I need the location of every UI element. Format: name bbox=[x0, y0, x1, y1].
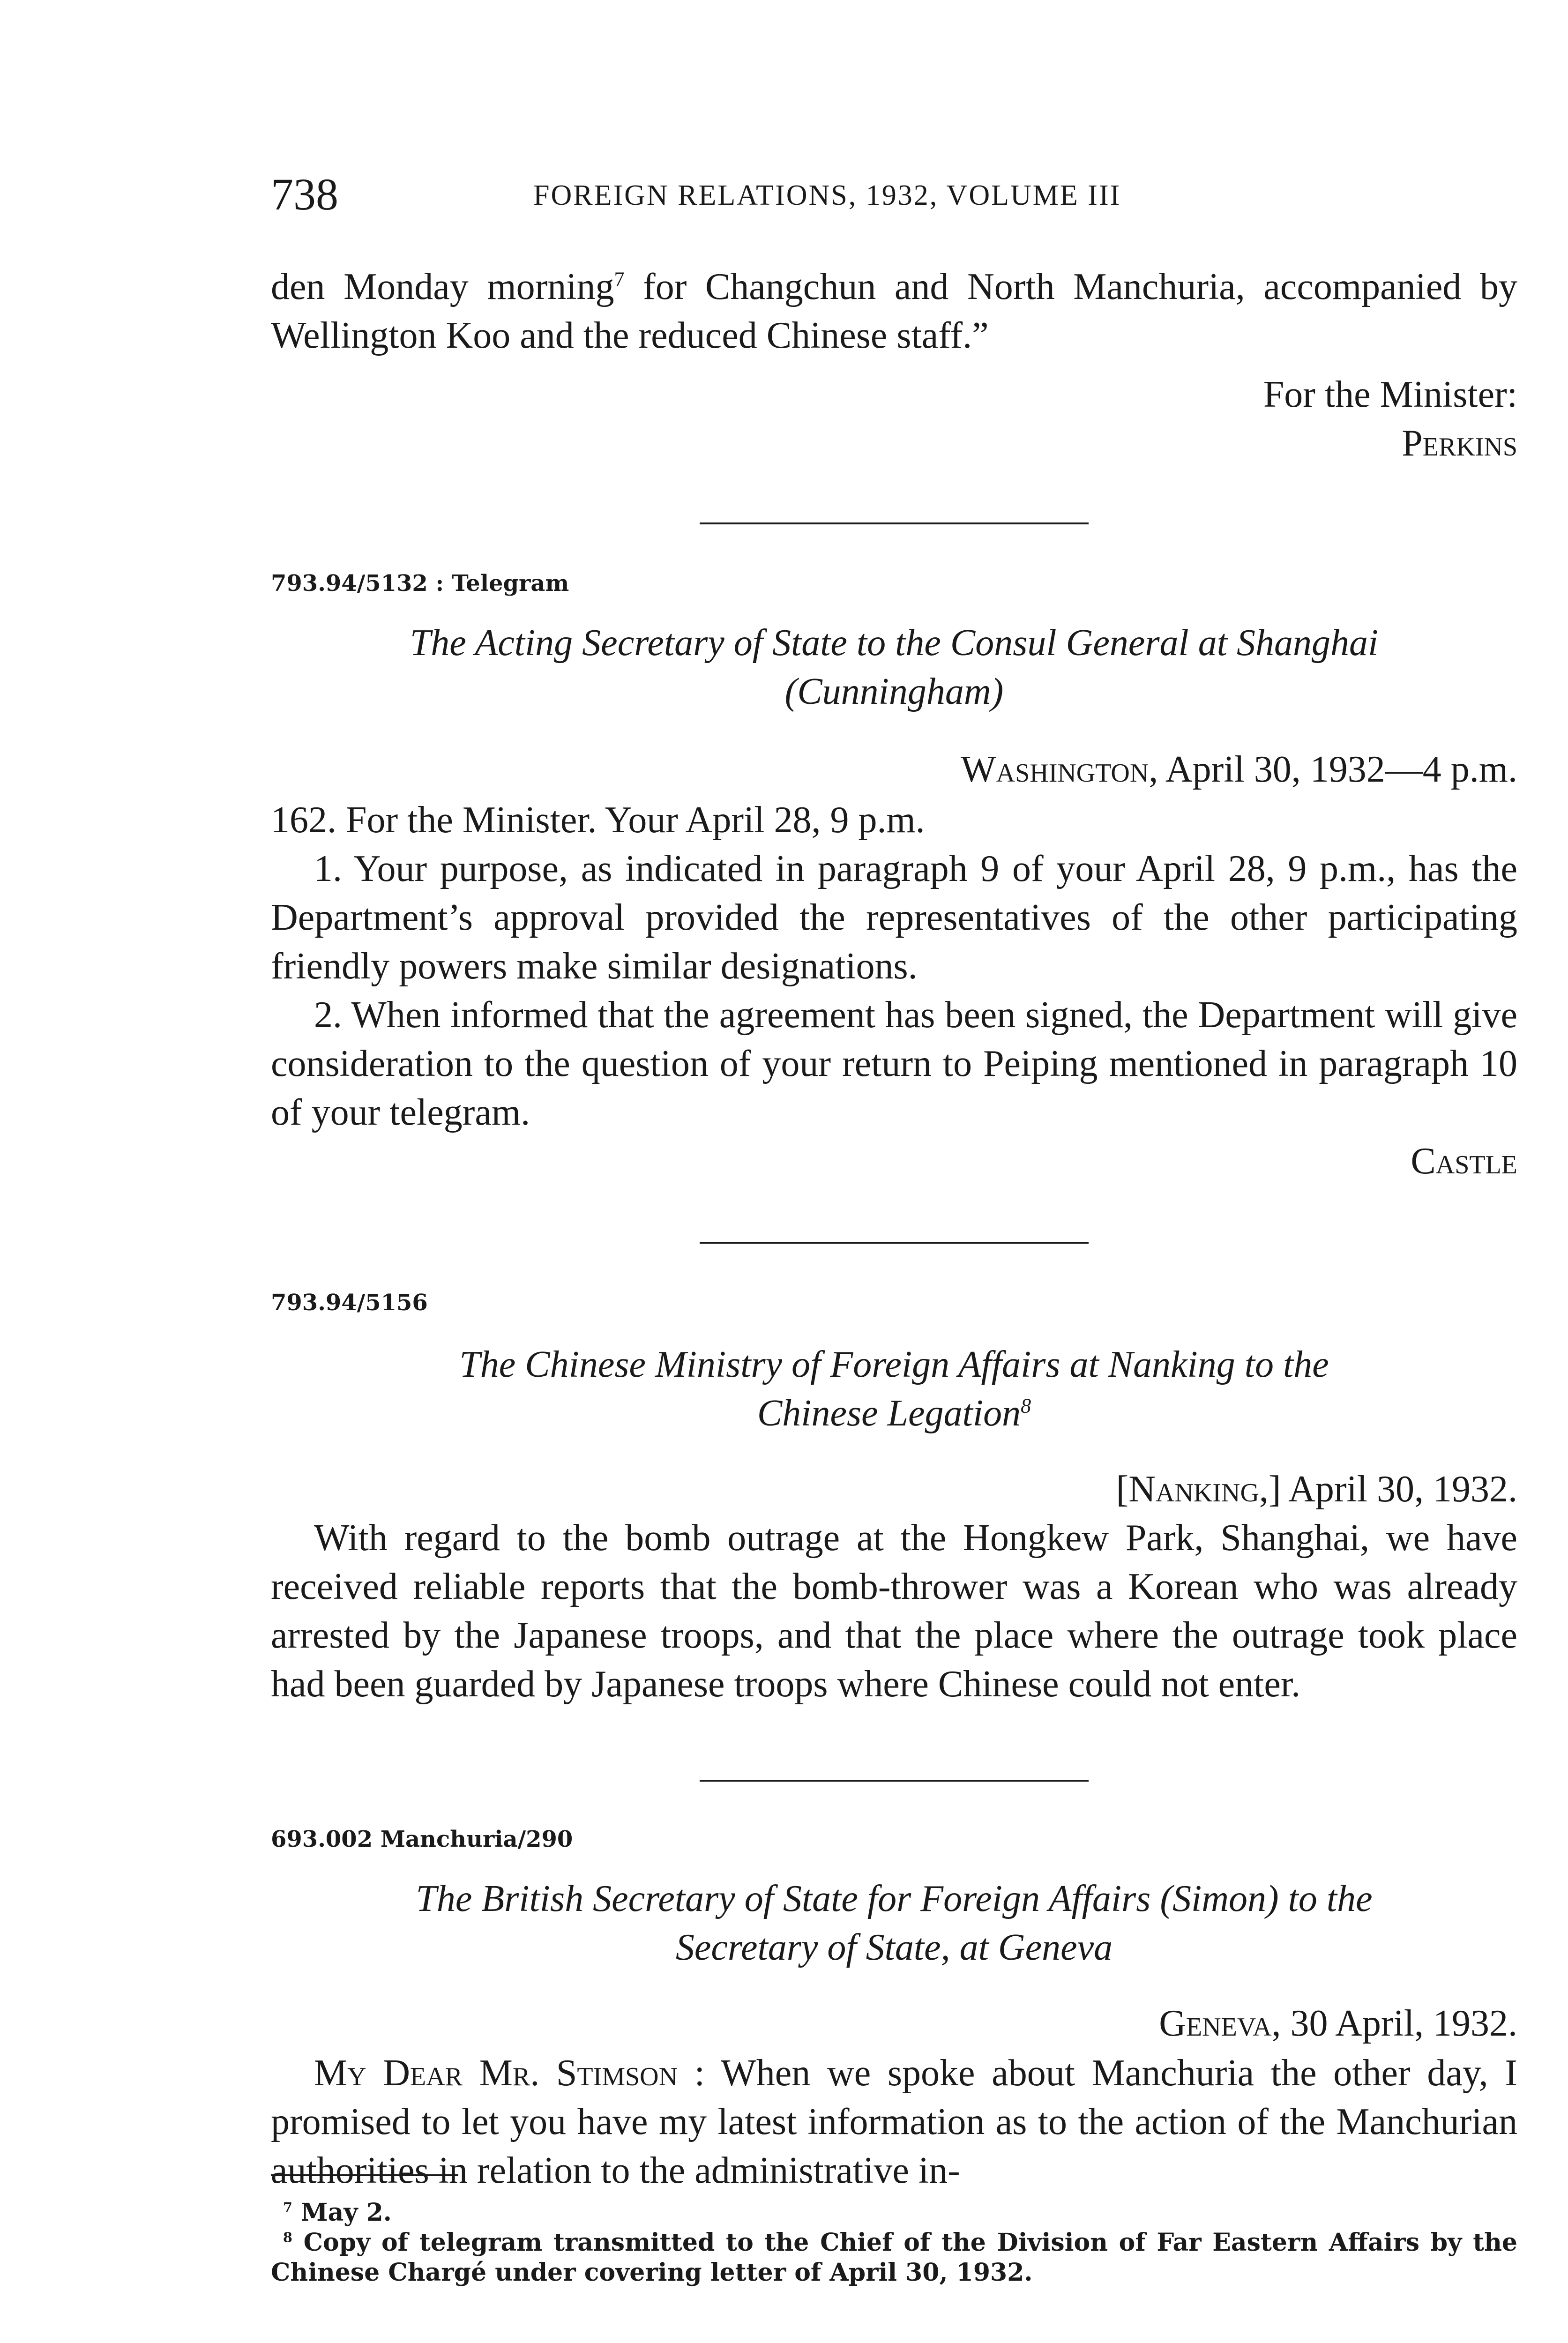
document-title-line-2 bbox=[271, 1389, 1517, 1438]
continuation-text-b: for Changchun and North Manchuria, accompanied by Wellington Koo and the reduced Chinese staff.” bbox=[271, 266, 1517, 356]
dateline bbox=[1159, 1999, 1517, 2048]
dateline-bracket: [ bbox=[1116, 1469, 1129, 1510]
document-title-line-2-text: Chinese Legation bbox=[757, 1393, 1021, 1434]
file-number: 693.002 Manchuria/290 bbox=[271, 1826, 573, 1852]
running-title: FOREIGN RELATIONS, 1932, VOLUME III bbox=[533, 179, 1121, 211]
body-paragraph: 1. Your purpose, as indicated in paragraph 9 of your April 28, 9 p.m., has the Department’s approval provided the representatives of the other participating friendly powers make similar designations. bbox=[271, 848, 1517, 987]
page-number: 738 bbox=[271, 169, 338, 219]
section-divider bbox=[700, 1242, 1089, 1244]
file-number: 793.94/5156 bbox=[271, 1290, 428, 1316]
document-title-line-2: (Cunningham) bbox=[784, 671, 1004, 712]
continuation-text-a: den Monday morning bbox=[271, 266, 614, 307]
document-title bbox=[271, 619, 1517, 716]
body-paragraph: With regard to the bomb outrage at the Hongkew Park, Shanghai, we have received reliable reports that the bomb-thrower was a Korean who was already arrested by the Japanese troops, and that the place where the outrage took place had been guarded by Japanese troops where Chinese could not enter. bbox=[271, 1517, 1517, 1705]
document-title-line-1: The Chinese Ministry of Foreign Affairs at Nanking to the bbox=[459, 1344, 1329, 1385]
document-title-line-1: The British Secretary of State for Foreign Affairs (Simon) to the bbox=[416, 1878, 1373, 1919]
dateline bbox=[961, 745, 1517, 794]
footnote-7 bbox=[271, 2198, 1517, 2228]
dateline bbox=[1116, 1465, 1517, 1514]
dateline-place: Nanking, bbox=[1128, 1469, 1269, 1510]
dateline-place: Washington, bbox=[961, 749, 1158, 790]
document-title bbox=[271, 1340, 1517, 1438]
running-head bbox=[271, 169, 1517, 220]
footnote-mark-7: 7 bbox=[283, 2199, 292, 2216]
salutation: My Dear Mr. Stimson bbox=[314, 2052, 678, 2094]
footnote-8-text: Copy of telegram transmitted to the Chief of the Division of Far Eastern Affairs by the Chinese Chargé under covering letter of April 30, 1932. bbox=[271, 2228, 1517, 2287]
body-paragraph bbox=[271, 2049, 1517, 2195]
section-divider bbox=[700, 1780, 1089, 1782]
footnote-8 bbox=[271, 2228, 1517, 2288]
dateline-date: 30 April, 1932. bbox=[1281, 2003, 1517, 2044]
body-paragraph: 162. For the Minister. Your April 28, 9 p.m. bbox=[271, 799, 925, 841]
dateline-date: ] April 30, 1932. bbox=[1268, 1469, 1517, 1510]
footnote-7-text: May 2. bbox=[292, 2198, 392, 2227]
footnote-divider bbox=[271, 2174, 458, 2176]
signature-castle: Castle bbox=[1411, 1141, 1517, 1182]
signoff-line: For the Minister: bbox=[1263, 374, 1517, 415]
footnote-ref-7[interactable]: 7 bbox=[614, 268, 625, 291]
body-paragraph: 2. When informed that the agreement has been signed, the Department will give consideration to the question of your return to Peiping mentioned in paragraph 10 of your telegram. bbox=[271, 994, 1517, 1133]
document-title bbox=[271, 1874, 1517, 1972]
footnotes bbox=[271, 2198, 1517, 2288]
signature-perkins: Perkins bbox=[1402, 423, 1517, 464]
footnote-ref-8[interactable]: 8 bbox=[1021, 1394, 1031, 1418]
continuation-paragraph bbox=[271, 262, 1517, 360]
document-title-line-1: The Acting Secretary of State to the Consul General at Shanghai bbox=[410, 622, 1379, 664]
footnote-mark-8: 8 bbox=[283, 2229, 292, 2246]
document-title-line-2: Secretary of State, at Geneva bbox=[675, 1927, 1113, 1968]
section-divider bbox=[700, 522, 1089, 524]
dateline-date: April 30, 1932—4 p.m. bbox=[1158, 749, 1517, 790]
file-number: 793.94/5132 : Telegram bbox=[271, 570, 569, 597]
letter-text: : When we spoke about Manchuria the other day, I promised to let you have my latest information as to the action of the Manchurian authorities in relation to the administrative in- bbox=[271, 2052, 1518, 2191]
dateline-place: Geneva, bbox=[1159, 2003, 1281, 2044]
